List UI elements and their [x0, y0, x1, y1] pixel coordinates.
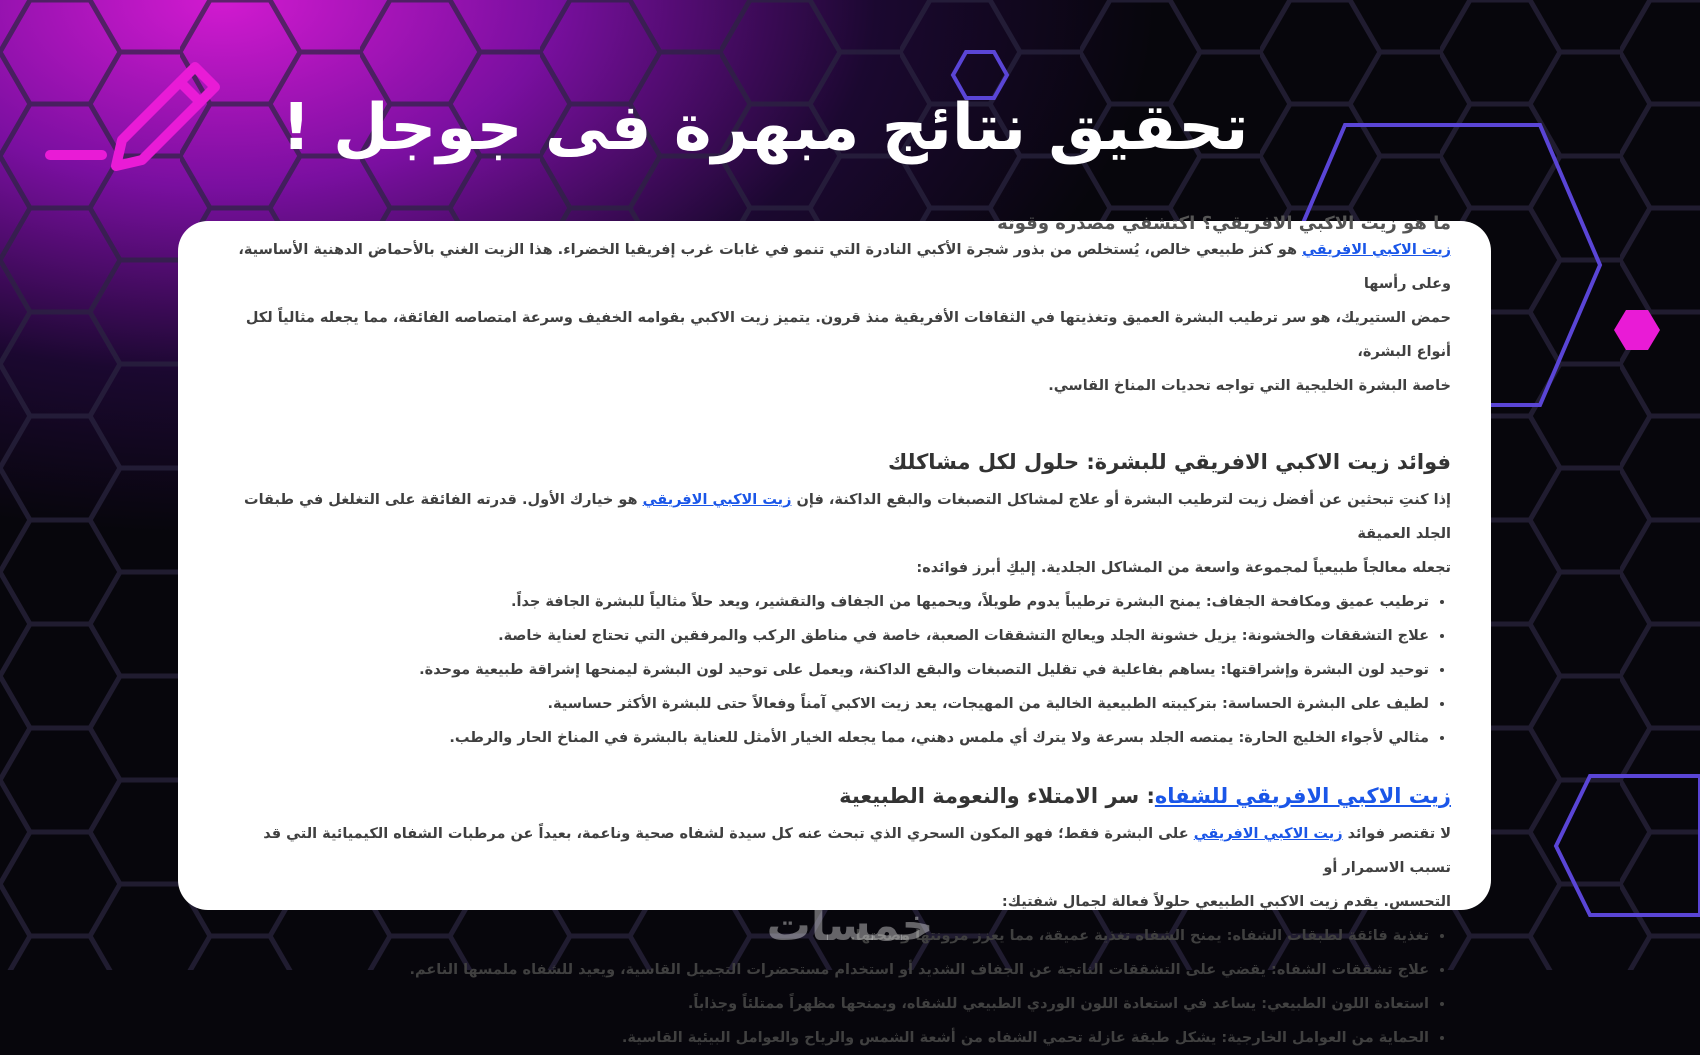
cut-off-title: ما هو زيت الاكبي الافريقي؟ اكتشفي مصدره وقوته — [997, 213, 1451, 234]
section1-intro: إذا كنتِ تبحثين عن أفضل زيت لترطيب البشرة أو علاج لمشاكل التصبغات والبقع الداكنة، فإن زيت الاكبي الافريقي هو خيارك الأول. قدرته الفائقة على التغلغل في طبقات الجلد العميقة تجعله معالجاً طبيعياً لمجموعة واسعة من المشاكل الجلدية. إليكِ أبرز فوائده: — [244, 492, 1451, 576]
headline: تحقيق نتائج مبهرة فى جوجل ! — [281, 91, 1249, 165]
section2-link[interactable]: زيت الاكبي الافريقي — [1193, 826, 1343, 842]
section1-bullets — [218, 585, 1451, 755]
list-item: • استعادة اللون الطبيعي: يساعد في استعادة اللون الوردي الطبيعي للشفاه، ويمنحها مظهراً ممتلئاً وجذاباً. — [218, 987, 1429, 1021]
intro-paragraph: زيت الاكبي الافريقي هو كنز طبيعي خالص، يُستخلص من بذور شجرة الأكبي النادرة التي تنمو في غابات غرب إفريقيا الخضراء. هذا الزيت الغني بالأحماض الدهنية الأساسية، وعلى رأسها حمض الستيريك، هو سر ترطيب البشرة العميق وتغذيتها في الثقافات الأفريقية منذ قرون. يتميز زيت الاكبي بقوامه الخفيف وسرعة امتصاصه الفائقة، مما يجعله مثالياً لكل أنواع البشرة، خاصة البشرة الخليجية التي تواجه تحديات المناخ القاسي. — [238, 242, 1451, 394]
list-item: • علاج التشققات والخشونة: يزيل خشونة الجلد ويعالج التشققات الصعبة، خاصة في مناطق الركب والمرفقين التي تحتاج لعناية خاصة. — [218, 619, 1429, 653]
section1-heading: فوائد زيت الاكبي الافريقي للبشرة: حلول لكل مشاكلك — [887, 450, 1451, 474]
watermark-logo: خمسات — [766, 900, 934, 951]
intro-link[interactable]: زيت الاكبي الافريقي — [1302, 242, 1451, 258]
section1-link[interactable]: زيت الاكبي الافريقي — [642, 492, 792, 508]
list-item: • الحماية من العوامل الخارجية: يشكل طبقة عازلة تحمي الشفاه من أشعة الشمس والرياح والعوامل البيئية القاسية. — [218, 1021, 1429, 1055]
section2-intro: لا تقتصر فوائد زيت الاكبي الافريقي على البشرة فقط؛ فهو المكون السحري الذي تبحث عنه كل سيدة لشفاه صحية وناعمة، بعيداً عن مرطبات الشفاه الكيميائية التي قد تسبب الاسمرار أو التحسس. يقدم زيت الاكبي الطبيعي حلولاً فعالة لجمال شفتيك: — [263, 826, 1451, 910]
section2-heading-link[interactable]: زيت الاكبي الافريقي للشفاه — [1154, 784, 1451, 808]
list-item: • مثالي لأجواء الخليج الحارة: يمتصه الجلد بسرعة ولا يترك أي ملمس دهني، مما يجعله الخيار الأمثل للعناية بالبشرة في المناخ الحار والرطب. — [218, 721, 1429, 755]
list-item: • ترطيب عميق ومكافحة الجفاف: يمنح البشرة ترطيباً يدوم طويلاً، ويحميها من الجفاف والتقشير، ويعد حلاً مثالياً للبشرة الجافة جداً. — [218, 585, 1429, 619]
list-item: • توحيد لون البشرة وإشراقتها: يساهم بفاعلية في تقليل التصبغات والبقع الداكنة، ويعمل على توحيد لون البشرة ليمنحها إشراقة طبيعية موحدة. — [218, 653, 1429, 687]
list-item: • علاج تشققات الشفاه: يقضي على التشققات الناتجة عن الجفاف الشديد أو استخدام مستحضرات التجميل القاسية، ويعيد للشفاه ملمسها الناعم. — [218, 953, 1429, 987]
list-item: • تغذية فائقة لطبقات الشفاه: يمنح الشفاه تغذية عميقة، مما يعزز مرونتها وصحتها. — [218, 919, 1429, 953]
list-item: • لطيف على البشرة الحساسة: بتركيبته الطبيعية الخالية من المهيجات، يعد زيت الاكبي آمناً وفعالاً حتى للبشرة الأكثر حساسية. — [218, 687, 1429, 721]
section2-heading: زيت الاكبي الافريقي للشفاه: سر الامتلاء والنعومة الطبيعية — [839, 784, 1451, 808]
